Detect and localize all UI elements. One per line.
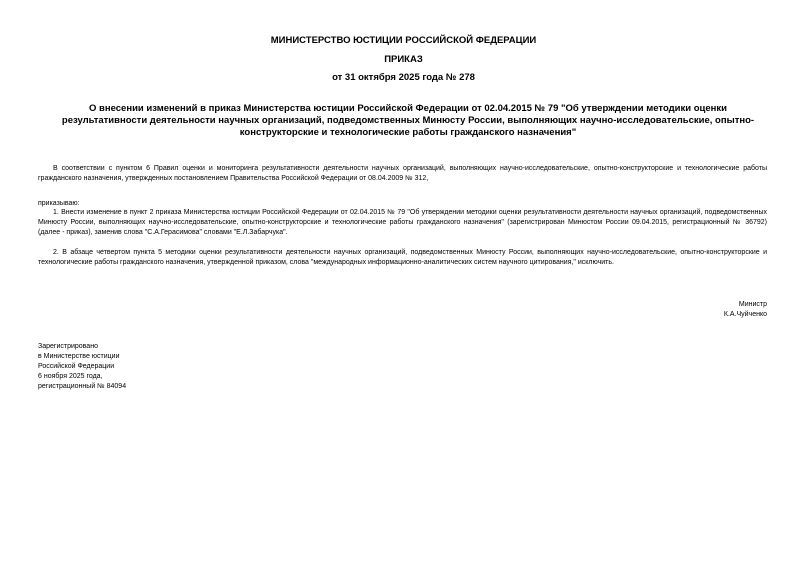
- order-item-2: [38, 248, 767, 268]
- order-item-1: [38, 208, 767, 238]
- subject-text-start: О внесении изменений в: [89, 103, 209, 114]
- subject-order-link[interactable]: приказ Министерства юстиции Российской Федерации от 02.04.2015 № 79: [208, 103, 559, 114]
- preamble-paragraph: [38, 164, 767, 184]
- item2-text-end: , утвержденной приказом, слова "международных информационно-аналитических систем научного цитирования," исключить.: [203, 259, 614, 266]
- item1-text-end: "Об утверждении методики оценки результативности деятельности научных организаций, подведомственных Минюсту России, выполняющих научно-исследовательские, опытно-конструкторские и технологические работы гражданского назначения" (зарегистрирован Минюстом России 09.04.2015, регистрационный № 36792) (далее - приказ), заменив слова "С.А.Герасимова" словами "Е.Л.Забарчука".: [38, 209, 767, 236]
- signature-block: [724, 300, 767, 320]
- signer-name: К.А.Чуйченко: [723, 311, 767, 318]
- registration-line-2: в Министерстве юстиции: [38, 353, 120, 360]
- preamble-text-start: В соответствии с: [53, 165, 117, 172]
- registration-block: [38, 342, 126, 392]
- ordering-word: приказываю:: [38, 200, 80, 207]
- registration-date: 6 ноября 2025 года,: [38, 373, 103, 380]
- registration-line-1: Зарегистрировано: [38, 343, 98, 350]
- item2-methodology-link[interactable]: абзаце четвертом пункта 5 методики оценки результативности деятельности научных организаций, подведомственных Минюсту России, выполняющих научно-исследовательские, опытно-конструкторские и технологические работы гражданского назначения: [38, 249, 767, 266]
- subject-text-end: "Об утверждении методики оценки результативности деятельности научных организаций, подведомственных Минюсту России, выполняющих научно-исследовательские, опытно-конструкторские и технологические работы гражданского назначения": [61, 103, 755, 138]
- item1-order-link[interactable]: пункт 2 приказа Министерства юстиции Российской Федерации от 02.04.2015 № 79: [129, 209, 406, 216]
- preamble-text-end: , утвержденных постановлением Правительства Российской Федерации от 08.04.2009 № 312,: [121, 175, 429, 182]
- document-type: ПРИКАЗ: [384, 54, 423, 65]
- registration-number: регистрационный № 84094: [38, 383, 127, 390]
- rules-point-link[interactable]: пунктом 6 Правил оценки и мониторинга результативности деятельности научных организаций, выполняющих научно-исследовательские, опытно-конструкторские и технологические работы гражданского назначения: [38, 165, 768, 182]
- signer-position: Министр: [738, 301, 767, 308]
- item2-text-start: 2. В: [53, 249, 71, 256]
- document-date-number: от 31 октября 2025 года № 278: [332, 72, 475, 83]
- ministry-name: МИНИСТЕРСТВО ЮСТИЦИИ РОССИЙСКОЙ ФЕДЕРАЦИИ: [270, 35, 537, 46]
- document-subject: [52, 103, 764, 139]
- item1-text-start: 1. Внести изменение в: [53, 209, 130, 216]
- registration-line-3: Российской Федерации: [38, 363, 115, 370]
